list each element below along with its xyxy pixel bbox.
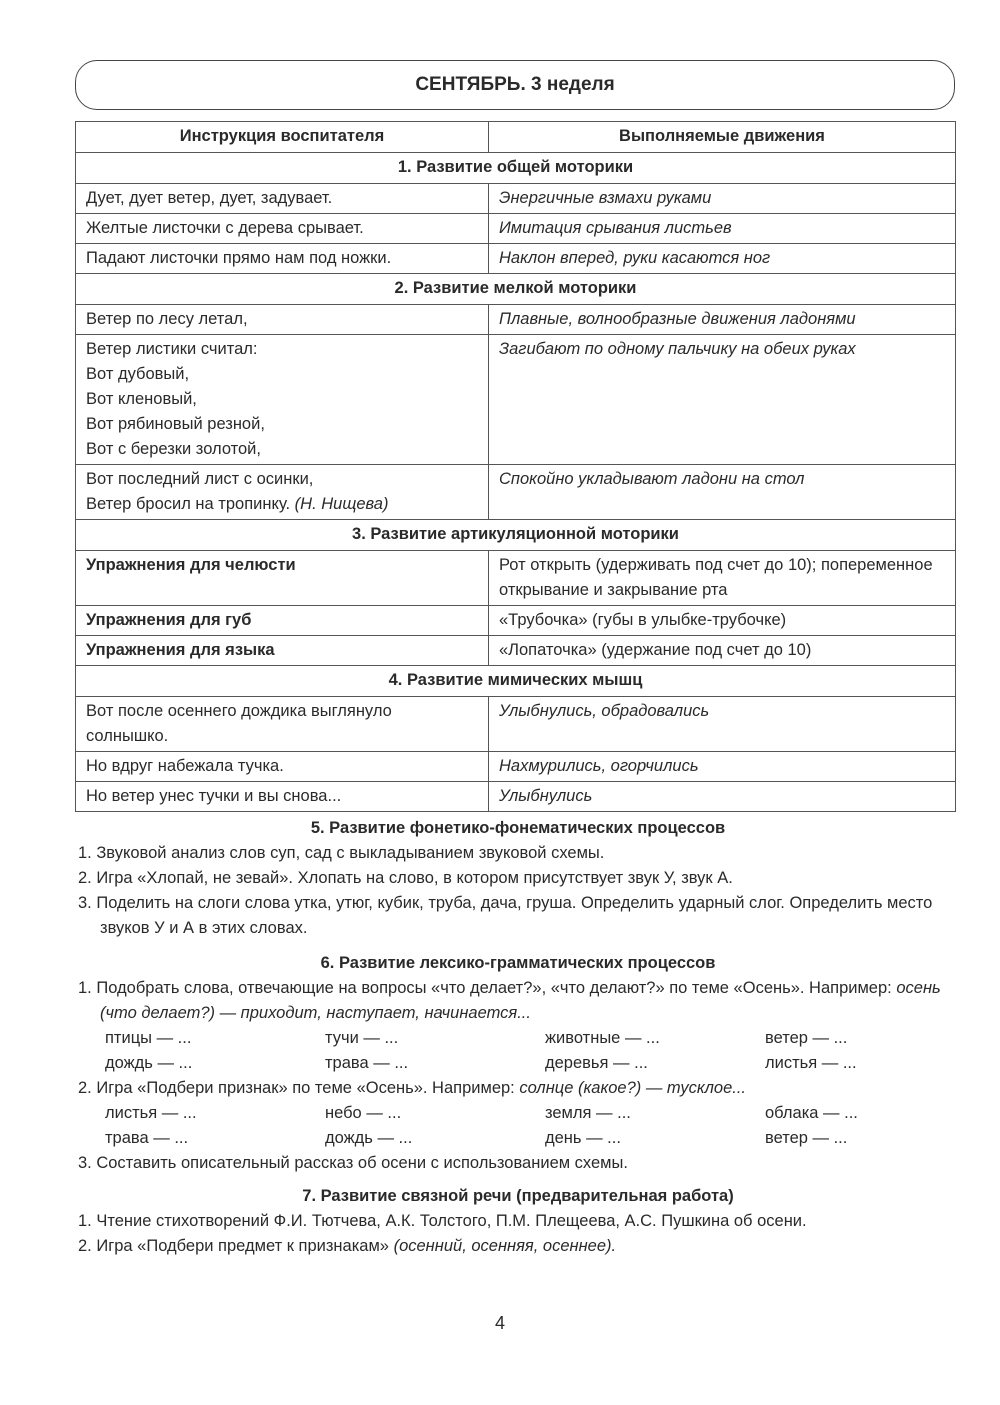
page-number: 4	[494, 1313, 505, 1333]
table-row	[76, 606, 956, 636]
instruction-line: Вот с березки золотой,	[86, 440, 261, 458]
table-row	[76, 697, 956, 752]
word-item: деревья — ...	[545, 1054, 648, 1072]
instruction-cell	[76, 335, 489, 465]
list-item: 2. Игра «Хлопай, не зевай». Хлопать на слово, в котором присутствует звук У, звук А.	[78, 869, 733, 887]
section-title: 1. Развитие общей моторики	[76, 153, 956, 184]
section-5-title: 5. Развитие фонетико-фонематических процессов	[310, 819, 726, 837]
instruction-cell	[76, 305, 489, 335]
word-item: трава — ...	[325, 1054, 409, 1072]
table-row	[76, 184, 956, 214]
instruction-line: Вот последний лист с осинки,	[86, 470, 314, 488]
list-item: 1. Звуковой анализ слов суп, сад с выкладыванием звуковой схемы.	[78, 844, 605, 862]
instruction-line: Упражнения для челюсти	[86, 556, 296, 574]
list-item: 3. Поделить на слоги слова утка, утюг, кубик, труба, дача, груша. Определить ударный слог. Определить место звуков У и А в этих словах.	[78, 894, 933, 937]
word-item: тучи — ...	[325, 1029, 399, 1047]
table-row	[76, 305, 956, 335]
item-example: (осенний, осенняя, осеннее).	[393, 1237, 617, 1255]
movement-cell: Имитация срывания листьев	[489, 214, 956, 244]
instruction-line: Падают листочки прямо нам под ножки.	[86, 249, 392, 267]
exercise-table	[75, 121, 956, 812]
item-text: 2. Игра «Подбери признак» по теме «Осень». Например:	[78, 1079, 520, 1097]
word-item: ветер — ...	[765, 1129, 848, 1147]
word-item: небо — ...	[325, 1104, 402, 1122]
movement-cell: Наклон вперед, руки касаются ног	[489, 244, 956, 274]
word-item: птицы — ...	[105, 1029, 192, 1047]
instruction-line: Ветер по лесу летал,	[86, 310, 248, 328]
item-text: 2. Игра «Подбери предмет к признакам»	[78, 1237, 394, 1255]
movement-cell: Нахмурились, огорчились	[489, 752, 956, 782]
instruction-line: Упражнения для языка	[86, 641, 275, 659]
item-example: осень (что делает?) — приходит, наступает, начинается...	[100, 979, 941, 1022]
section-header-row	[76, 520, 956, 551]
movement-cell: Загибают по одному пальчику на обеих руках	[489, 335, 956, 465]
instruction-line: Но вдруг набежала тучка.	[86, 757, 284, 775]
section-title: 2. Развитие мелкой моторики	[76, 274, 956, 305]
instruction-cell	[76, 244, 489, 274]
instruction-line: Упражнения для губ	[86, 611, 252, 629]
word-item: листья — ...	[765, 1054, 857, 1072]
column-header: Инструкция воспитателя	[76, 122, 489, 153]
poem-author: (Н. Нищева)	[294, 495, 389, 513]
instruction-cell	[76, 214, 489, 244]
item-text: 1. Подобрать слова, отвечающие на вопросы «что делает?», «что делают?» по теме «Осень». Например:	[78, 979, 897, 997]
table-row	[76, 335, 956, 465]
instruction-line: Вот после осеннего дождика выглянуло солнышко.	[86, 702, 392, 745]
movement-cell: Рот открыть (удерживать под счет до 10); попеременное открывание и закрывание рта	[489, 551, 956, 606]
word-item: листья — ...	[105, 1104, 197, 1122]
word-item: животные — ...	[545, 1029, 660, 1047]
instruction-line: Желтые листочки с дерева срывает.	[86, 219, 364, 237]
word-item: дождь — ...	[105, 1054, 193, 1072]
movement-cell: Улыбнулись	[489, 782, 956, 812]
table-row	[76, 244, 956, 274]
list-item: 1. Чтение стихотворений Ф.И. Тютчева, А.К. Толстого, П.М. Плещеева, А.С. Пушкина об осени.	[78, 1212, 807, 1230]
instruction-line: Вот дубовый,	[86, 365, 190, 383]
movement-cell: Плавные, волнообразные движения ладонями	[489, 305, 956, 335]
instruction-line: Но ветер унес тучки и вы снова...	[86, 787, 342, 805]
section-5	[78, 816, 958, 941]
table-row	[76, 465, 956, 520]
word-item: земля — ...	[545, 1104, 631, 1122]
instruction-line: Ветер бросил на тропинку. (Н. Нищева)	[86, 495, 389, 513]
section-title: 3. Развитие артикуляционной моторики	[76, 520, 956, 551]
word-grid-2	[78, 1101, 958, 1151]
instruction-cell	[76, 782, 489, 812]
instruction-cell	[76, 752, 489, 782]
instruction-cell	[76, 636, 489, 666]
section-7-title: 7. Развитие связной речи (предварительная работа)	[302, 1187, 734, 1205]
movement-cell: «Трубочка» (губы в улыбке-трубочке)	[489, 606, 956, 636]
movement-cell: «Лопаточка» (удержание под счет до 10)	[489, 636, 956, 666]
word-item: облака — ...	[765, 1104, 858, 1122]
movement-cell: Спокойно укладывают ладони на стол	[489, 465, 956, 520]
section-title: 4. Развитие мимических мышц	[76, 666, 956, 697]
section-7	[78, 1184, 958, 1259]
page-title: СЕНТЯБРЬ. 3 неделя	[75, 60, 955, 110]
instruction-line: Ветер листики считал:	[86, 340, 258, 358]
instruction-cell	[76, 606, 489, 636]
list-item	[78, 1076, 958, 1101]
section-header-row	[76, 666, 956, 697]
word-grid-1	[78, 1026, 958, 1076]
word-item: день — ...	[545, 1129, 621, 1147]
item-example: солнце (какое?) — тусклое...	[519, 1079, 747, 1097]
section-header-row	[76, 274, 956, 305]
word-item: трава — ...	[105, 1129, 189, 1147]
movement-cell: Энергичные взмахи руками	[489, 184, 956, 214]
table-row	[76, 551, 956, 606]
column-header: Выполняемые движения	[489, 122, 956, 153]
word-item: дождь — ...	[325, 1129, 413, 1147]
list-item: 3. Составить описательный рассказ об осени с использованием схемы.	[78, 1154, 628, 1172]
table-row	[76, 214, 956, 244]
word-item: ветер — ...	[765, 1029, 848, 1047]
instruction-line: Вот кленовый,	[86, 390, 197, 408]
table-row	[76, 636, 956, 666]
table-row	[76, 782, 956, 812]
section-6-title: 6. Развитие лексико-грамматических процессов	[320, 954, 716, 972]
instruction-line: Вот рябиновый резной,	[86, 415, 265, 433]
instruction-cell	[76, 184, 489, 214]
section-header-row	[76, 153, 956, 184]
instruction-line: Дует, дует ветер, дует, задувает.	[86, 189, 333, 207]
table-row	[76, 752, 956, 782]
instruction-cell	[76, 697, 489, 752]
list-item	[78, 976, 958, 1026]
instruction-cell	[76, 551, 489, 606]
instruction-cell	[76, 465, 489, 520]
section-6	[78, 951, 958, 1176]
list-item	[78, 1234, 958, 1259]
table-header-row	[76, 122, 956, 153]
movement-cell: Улыбнулись, обрадовались	[489, 697, 956, 752]
